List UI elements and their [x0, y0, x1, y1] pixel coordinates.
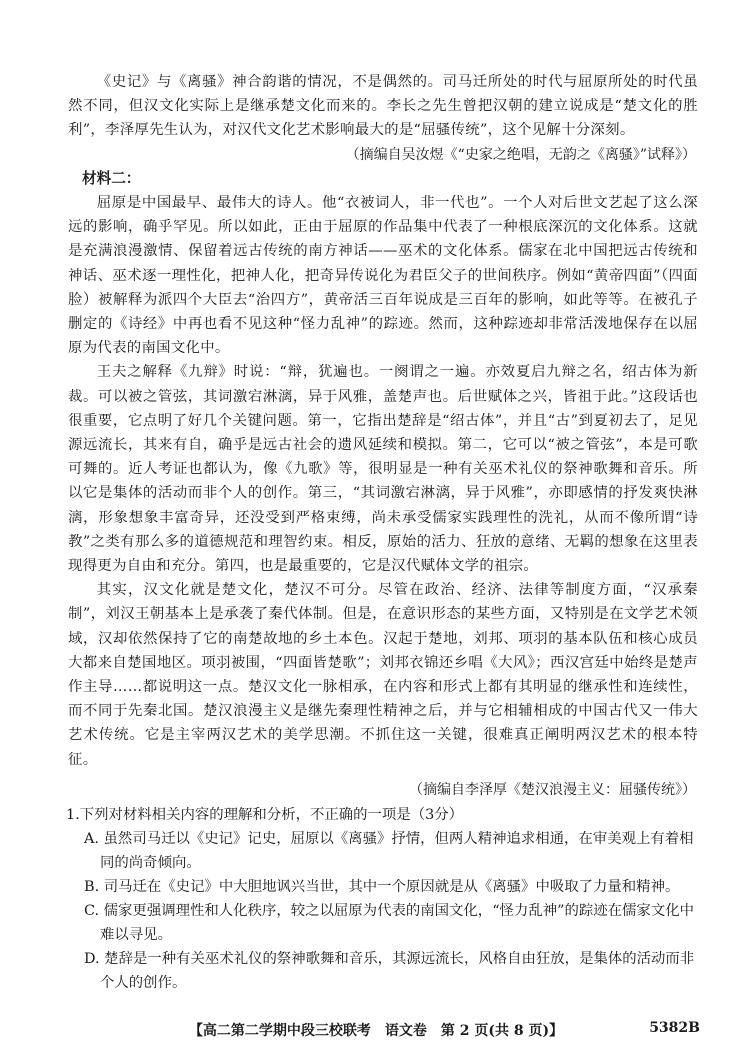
material-one-paragraph: 《史记》与《离骚》神合韵谐的情况，不是偶然的。司马迁所处的时代与屈原所处的时代虽然不同，但汉文化实际上是继承楚文化而来的。李长之先生曾把汉朝的建立说成是“楚文化的胜利”，李泽厚先生认为，对汉代文化艺术影响最大的是“屈骚传统”，这个见解十分深刻。	[68, 74, 698, 139]
option-c: C. 儒家更强调理性和人化秩序，较之以屈原为代表的南国文化，“怪力乱神”的踪迹在儒家文化中难以寻见。	[84, 903, 694, 943]
option-a: A. 虽然司马迁以《史记》记史，屈原以《离骚》抒情，但两人精神追求相通，在审美观上有着相同的尚奇倾向。	[84, 831, 694, 871]
option-d: D. 楚辞是一种有关巫术礼仪的祭神歌舞和音乐，其源远流长，风格自由狂放，是集体的活动而非个人的创作。	[84, 951, 695, 991]
material-two-heading: 材料二：	[82, 170, 141, 187]
material-one-section	[68, 70, 698, 167]
material-two-paragraph-2: 王夫之解释《九辩》时说：“辩，犹遍也。一阕谓之一遍。亦效夏启九辩之名，绍古体为新裁。可以被之管弦，其词激宕淋漓，异于风雅，盖楚声也。后世赋体之兴，皆祖于此。”这段话也很重要，它点明了好几个关键问题。第一，它指出楚辞是“绍古体”，并且“古”到夏初去了，足见源远流长，其来有自，确乎是远古社会的遗风延续和模拟。第二，它可以“被之管弦”，本是可歌可舞的。近人考证也都认为，像《九歌》等，很明显是一种有关巫术礼仪的祭神歌舞和音乐。所以它是集体的活动而非个人的创作。第三，“其词激宕淋漓，异于风雅”，亦即感情的抒发爽快淋漓，形象想象丰富奇异，还没受到严格束缚，尚未承受儒家实践理性的洗礼，从而不像所谓“诗教”之类有那么多的道德规范和理智约束。相反，原始的活力、狂放的意绪、无羁的想象在这里表现得更为自由和充分。第四，也是最重要的，它是汉代赋体文学的祖宗。	[68, 364, 698, 575]
page-footer	[0, 1020, 752, 1040]
footer-code: 5382B	[649, 1020, 700, 1036]
material-two-paragraph-3: 其实，汉文化就是楚文化，楚汉不可分。尽管在政治、经济、法律等制度方面，“汉承秦制”，刘汉王朝基本上是承袭了秦代体制。但是，在意识形态的某些方面，又特别是在文学艺术领域，汉却依然保持了它的南楚故地的乡土本色。汉起于楚地，刘邦、项羽的基本队伍和核心成员大都来自楚国地区。项羽被围，“四面皆楚歌”；刘邦衣锦还乡唱《大风》；西汉宫廷中始终是楚声作主导……都说明这一点。楚汉文化一脉相承，在内容和形式上都有其明显的继承性和连续性，而不同于先秦北国。楚汉浪漫主义是继先秦理性精神之后，并与它相辅相成的中国古代又一伟大艺术传统。它是主宰两汉艺术的美学思潮。不抓住这一关键，很难真正阐明两汉艺术的根本特征。	[68, 582, 698, 768]
material-one-source: （摘编自吴汝煜《“史家之绝唱，无韵之《离骚》”试释》）	[345, 146, 696, 163]
material-two-source: （摘编自李泽厚《楚汉浪漫主义：屈骚传统》）	[409, 781, 696, 798]
material-two-paragraph-1: 屈原是中国最早、最伟大的诗人。他“衣被词人，非一代也”。一个人对后世文艺起了这么深远的影响，确乎罕见。所以如此，正由于屈原的作品集中代表了一种根底深沉的文化体系。这就是充满浪漫激情、保留着远古传统的南方神话——巫术的文化体系。儒家在北中国把远古传统和神话、巫术逐一理性化，把神人化，把奇异传说化为君臣父子的世间秩序。例如“黄帝四面”（四面脸）被解释为派四个大臣去“治四方”，黄帝活三百年说成是三百年的影响，如此等等。在被孔子删定的《诗经》中再也看不见这种“怪力乱神”的踪迹。然而，这种踪迹却非常活泼地保存在以屈原为代表的南国文化中。	[68, 195, 698, 357]
option-b: B. 司马迁在《史记》中大胆地讽兴当世，其中一个原因就是从《离骚》中吸取了力量和精神。	[84, 879, 680, 895]
question-1	[66, 803, 698, 995]
question-stem: 1.下列对材料相关内容的理解和分析，不正确的一项是（3分）	[66, 807, 464, 823]
material-two-section	[68, 167, 698, 802]
footer-text: 【高二第二学期中段三校联考 语文卷 第 2 页(共 8 页)】	[188, 1023, 564, 1039]
